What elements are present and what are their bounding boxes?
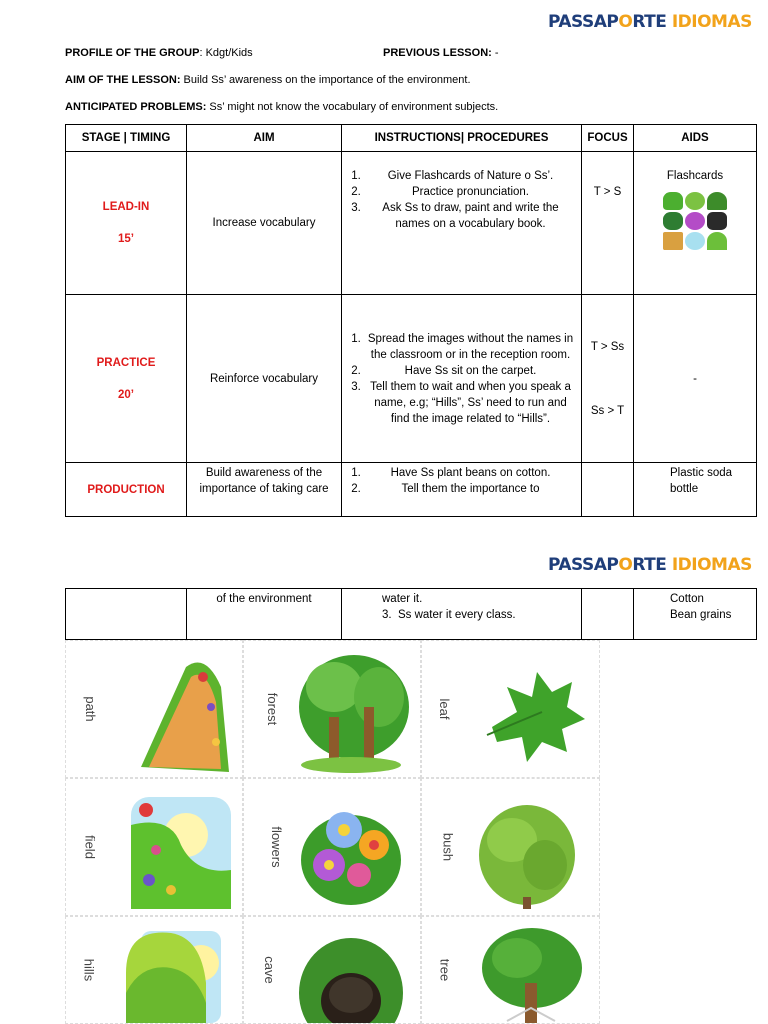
header-instructions: INSTRUCTIONS| PROCEDURES — [342, 125, 582, 152]
focus-cell: T > S — [582, 152, 634, 295]
stage-cell: LEAD-IN 15’ — [66, 152, 187, 295]
flashcard-hills: hills — [65, 916, 243, 1024]
steps-cell: water it. 3. Ss water it every class. — [342, 589, 582, 640]
stage-cell: PRACTICE 20’ — [66, 295, 187, 463]
table-row — [66, 589, 757, 640]
step-number: 3. — [382, 609, 398, 621]
aim-cell: of the environment — [187, 589, 342, 640]
cave-icon — [289, 923, 414, 1023]
table-row — [66, 463, 757, 517]
table-row — [66, 152, 757, 295]
lesson-plan-table — [65, 124, 757, 517]
header-stage: STAGE | TIMING — [66, 125, 187, 152]
aim-cell: Build awareness of the importance of taking care — [187, 463, 342, 517]
lesson-plan-table-continued — [65, 588, 757, 640]
flashcard-field: field — [65, 778, 243, 916]
focus-cell: T > Ss Ss > T — [582, 295, 634, 463]
flashcards-thumbnail — [659, 192, 731, 250]
aim-cell: Reinforce vocabulary — [187, 295, 342, 463]
tree-icon — [467, 923, 592, 1023]
profile-line: PROFILE OF THE GROUP: Kdgt/Kids — [65, 47, 253, 59]
flashcard-flowers: flowers — [243, 778, 421, 916]
hills-icon — [111, 923, 236, 1023]
path-icon — [111, 647, 236, 775]
field-icon — [111, 785, 236, 913]
flashcard-cave: cave — [243, 916, 421, 1024]
aim-line: AIM OF THE LESSON: Build Ss’ awareness on the importance of the environment. — [65, 74, 471, 86]
problems-line: ANTICIPATED PROBLEMS: Ss’ might not know the vocabulary of environment subjects. — [65, 101, 499, 113]
flashcard-bush: bush — [421, 778, 600, 916]
steps-cell: 1. Spread the images without the names in the classroom or in the reception room. 2. Have Ss sit on the carpet. 3. Tell them to wait and when you speak a name, e.g; “Hills”, Ss’ need to run and find the image related to “Hills”. — [342, 295, 582, 463]
focus-cell — [582, 589, 634, 640]
header-aids: AIDS — [634, 125, 757, 152]
flashcard-path: path — [65, 640, 243, 778]
header-aim: AIM — [187, 125, 342, 152]
flashcard-forest: forest — [243, 640, 421, 778]
stage-cell — [66, 589, 187, 640]
flashcards-grid — [65, 640, 600, 1024]
table-row — [66, 295, 757, 463]
stage-cell: PRODUCTION — [66, 463, 187, 517]
flashcard-tree: tree — [421, 916, 600, 1024]
aids-cell: Plastic soda bottle — [634, 463, 757, 517]
aids-cell: - — [634, 295, 757, 463]
steps-cell: 1. Give Flashcards of Nature o Ss’. 2. Practice pronunciation. 3. Ask Ss to draw, paint and write the names on a vocabulary book. — [342, 152, 582, 295]
steps-cell: 1. Have Ss plant beans on cotton. 2. Tell them the importance to — [342, 463, 582, 517]
aids-cell: Cotton Bean grains — [634, 589, 757, 640]
previous-lesson-line: PREVIOUS LESSON: - — [383, 47, 499, 59]
bush-icon — [467, 785, 592, 913]
focus-cell — [582, 463, 634, 517]
aim-cell: Increase vocabulary — [187, 152, 342, 295]
flowers-icon — [289, 785, 414, 913]
header-focus: FOCUS — [582, 125, 634, 152]
aids-cell: Flashcards — [634, 152, 757, 295]
logo-top: PASSAPORTE IDIOMAS — [548, 12, 752, 32]
leaf-icon — [467, 647, 592, 775]
forest-icon — [289, 647, 414, 775]
logo-page2: PASSAPORTE IDIOMAS — [548, 555, 752, 575]
flashcard-leaf: leaf — [421, 640, 600, 778]
